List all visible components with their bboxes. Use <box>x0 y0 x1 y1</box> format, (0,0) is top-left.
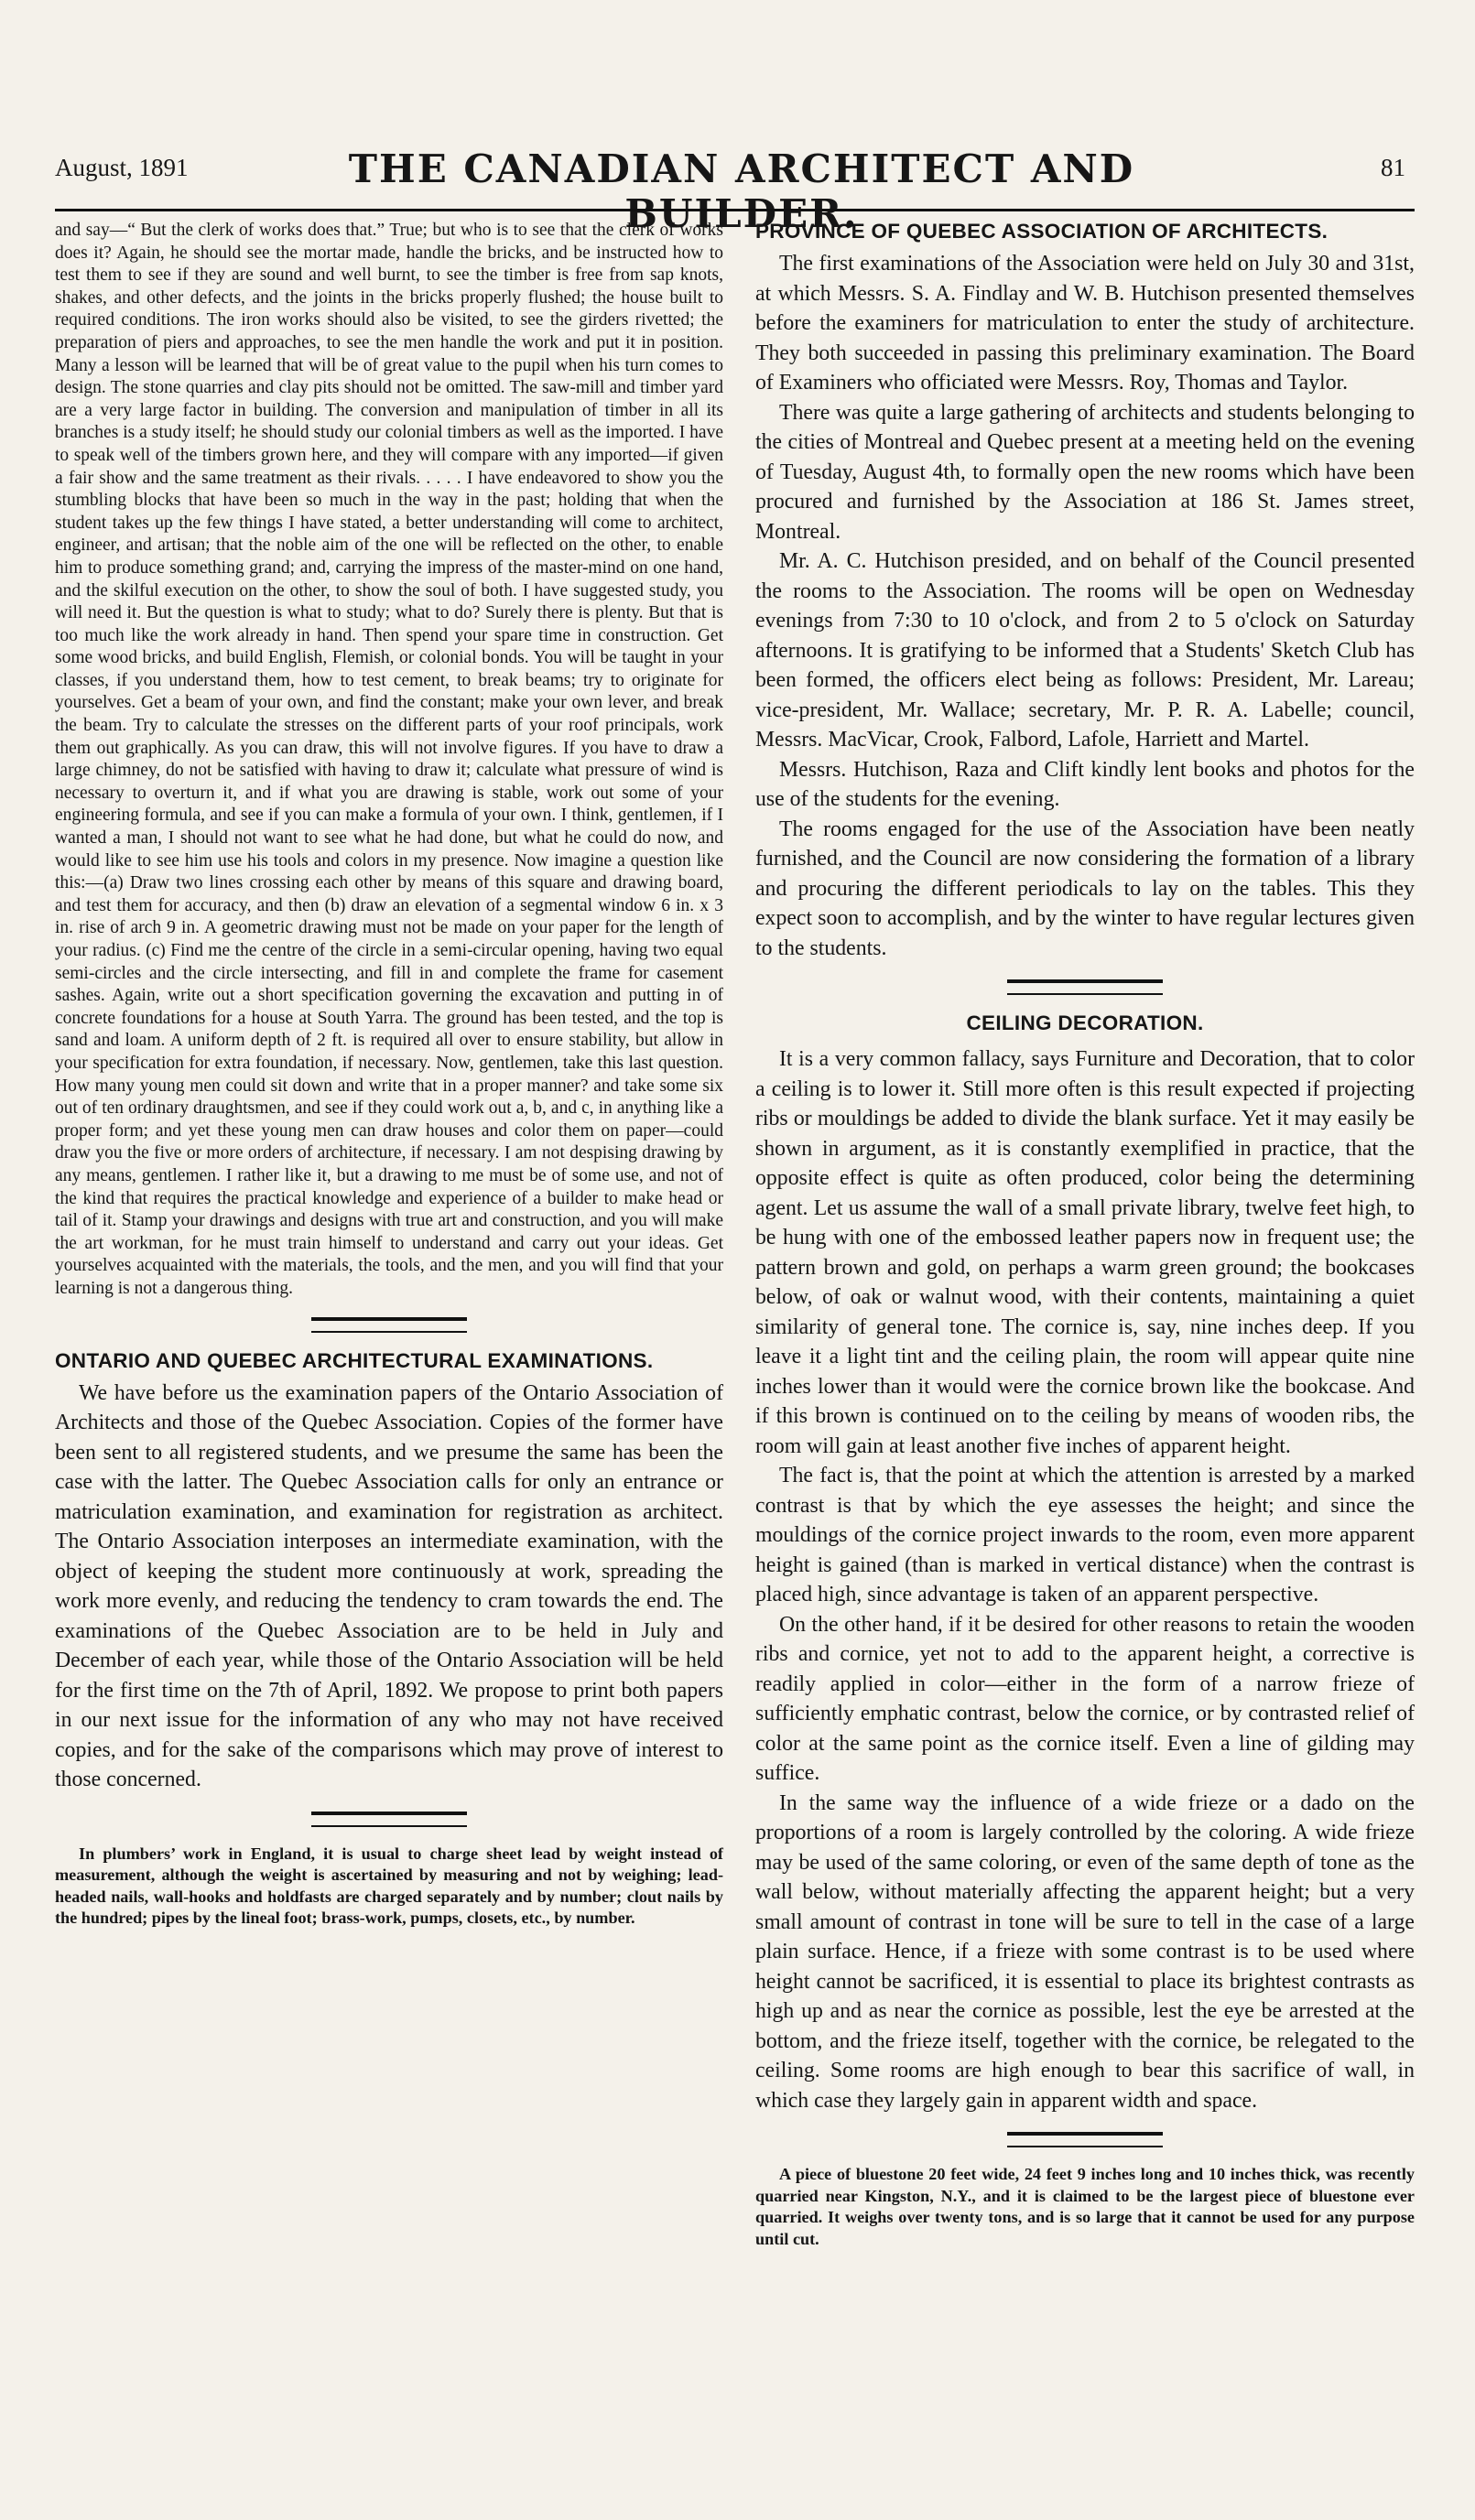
quebec-paragraph: Mr. A. C. Hutchison presided, and on behalf of the Council presented the rooms to the Association. The rooms will be open on Wednesday evenings from 7:30 to 10 o'clock, and from 2 to 5 o'clock on Saturday afternoons. It is gratifying to be informed that a Students' Sketch Club has been formed, the officers elect being as follows: President, Mr. Lareau; vice-president, Mr. Wallace; secretary, Mr. P. R. A. Labelle; council, Messrs. MacVicar, Crook, Falbord, Lafole, Harriett and Martel. <box>755 549 1415 752</box>
quebec-paragraph: Messrs. Hutchison, Raza and Clift kindly lent books and photos for the use of the students for the evening. <box>755 757 1415 811</box>
quebec-paragraph: The first examinations of the Association were held on July 30 and 31st, at which Messrs. S. A. Findlay and W. B. Hutchison presented themselves before the examiners for matriculation to enter the study of architecture. They both succeeded in passing this preliminary examination. The Board of Examiners who officiated were Messrs. Roy, Thomas and Taylor. <box>755 252 1415 395</box>
quebec-paragraph: The rooms engaged for the use of the Association have been neatly furnished, and the Council are now considering the formation of a library and procuring the different periodicals to lay on the tables. This they expect soon to accomplish, and by the winter to have regular lectures given to the students. <box>755 817 1415 960</box>
ceiling-paragraph: The fact is, that the point at which the attention is arrested by a marked contrast is that by which the eye assesses the height; and since the mouldings of the cornice project inwards to the room, even more apparent height is gained (than is marked in vertical distance) when the contrast is placed high, since advantage is taken of an apparent perspective. <box>755 1464 1415 1606</box>
right-column <box>755 220 1415 2250</box>
publication-title: THE CANADIAN ARCHITECT AND BUILDER. <box>348 146 1135 236</box>
article-continuation: and say—“ But the clerk of works does that.” True; but who is to see that the clerk of works does it? Again, he should see the mortar made, handle the bricks, and be instructed how to test them to see if they are sound and well burnt, to see the timber is free from sap knots, shakes, and other defects, and the joints in the bricks properly flushed; the house built to required conditions. The iron works should also be visited, to see the girders rivetted; the preparation of piers and approaches, to see the men handle the work and put it in position. Many a lesson will be learned that will be of great value to the pupil when his turn comes to design. The stone quarries and clay pits should not be omitted. The saw-mill and timber yard are a very large factor in building. The conversion and manipulation of timber in all its branches is a study itself; he should study our colonial timbers as well as the imported. I have to speak well of the timbers grown here, and they will compare with any imported—if given a fair show and the same treatment as their rivals. . . . . I have endeavored to show you the stumbling blocks that have been so much in the way in the past; holding that when the student takes up the few things I have stated, a better understanding will come to architect, engineer, and artisan; that the noble aim of the one will be reflected on the other, to enable him to produce something grand; and, carrying the impress of the master-mind on one hand, and the skilful execution on the other, to show the soul of both. I have suggested study, you will need it. But the question is what to study; what to do? Surely there is plenty. But that is too much like the work already in hand. Then spend your spare time in construction. Get some wood bricks, and build English, Flemish, or colonial bonds. You will be taught in your classes, if you understand them, how to test cement, to break beams; try to originate for yourselves. Get a beam of your own, and find the constant; make your own lever, and break the beam. Try to calculate the stresses on the different parts of your roof principals, work them out graphically. As you can draw, this will not involve figures. If you have to draw a large chimney, do not be satisfied with having to draw it; calculate what pressure of wind is necessary to overturn it, and if what you are drawing is stable, work out some of your engineering formula, and see if you can make a formula of your own. I think, gentlemen, if I wanted a man, I should not want to see what he had done, but what he could do now, and would like to see him use his tools and colors in my presence. Now imagine a question like this:—(a) Draw two lines crossing each other by means of this square and drawing board, and test them for accuracy, and then (b) draw an elevation of a segmental window 6 in. x 3 in. rise of arch 9 in. A geometric drawing must not be made on your paper for the length of your radius. (c) Find me the centre of the circle in a semi-circular opening, having two equal semi-circles and the circle intersecting, and fill in and complete the frame for casement sashes. Again, write out a short specification governing the excavation and putting in of concrete foundations for a house at South Yarra. The ground has been tested, and the top is sand and loam. A uniform depth of 2 ft. is required all over to ensure stability, but allow in your specification for extra foundation, if necessary. Now, gentlemen, take this last question. How many young men could sit down and write that in a proper manner? and take some six out of ten ordinary draughtsmen, and see if they could work out a, b, and c, in anything like a proper form; and yet these young men can draw houses and color them on paper—could draw you the five or more orders of architecture, if necessary. I am not despising drawing by any means, gentlemen. I rather like it, but a drawing to me must be of some use, and not of the kind that requires the practical knowledge and experience of a builder to make head or tail of it. Stamp your drawings and designs with true art and construction, and you will make the art workman, for he must train himself to understand and carry out your ideas. Get yourselves acquainted with the materials, the tools, and the men, and you will find that your learning is not a dangerous thing. <box>55 221 723 1298</box>
section-divider <box>1007 979 1163 995</box>
bluestone-note: A piece of bluestone 20 feet wide, 24 feet 9 inches long and 10 inches thick, was recently quarried near Kingston, N.Y., and it is claimed to be the largest piece of bluestone ever quarried. It weighs over twenty tons, and is so large that it cannot be used for any purpose until cut. <box>755 2165 1415 2248</box>
left-column <box>55 220 723 1930</box>
plumbers-note: In plumbers’ work in England, it is usual to charge sheet lead by weight instead of measurement, although the weight is ascertained by measuring and not by weighing; lead-headed nails, wall-hooks and holdfasts are charged separately and by number; clout nails by the hundred; pipes by the lineal foot; brass-work, pumps, closets, etc., by number. <box>55 1844 723 1927</box>
issue-date: August, 1891 <box>55 154 189 181</box>
ceiling-paragraph: On the other hand, if it be desired for other reasons to retain the wooden ribs and cornice, yet not to add to the apparent height, a corrective is readily applied in color—either in the form of a narrow frieze of sufficiently emphatic contrast, below the cornice, or by contrasted relief of color at the same point as the cornice itself. Even a line of gilding may suffice. <box>755 1612 1415 1785</box>
quebec-paragraph: There was quite a large gathering of architects and students belonging to the cities of Montreal and Quebec present at a meeting held on the evening of Tuesday, August 4th, to formally open the new rooms which have been procured and furnished by the Association at 186 St. James street, Montreal. <box>755 400 1415 544</box>
section-heading-quebec-association: PROVINCE OF QUEBEC ASSOCIATION OF ARCHITECTS. <box>755 220 1329 243</box>
section-heading-examinations: ONTARIO AND QUEBEC ARCHITECTURAL EXAMINATIONS. <box>55 1348 654 1372</box>
ceiling-paragraph: It is a very common fallacy, says Furniture and Decoration, that to color a ceiling is to lower it. Still more often is this result expected if projecting ribs or mouldings be added to divide the blank surface. Yet it may easily be shown in argument, as it is constantly exemplified in practice, that the opposite effect is quite as often produced, color being the determining agent. Let us assume the wall of a small private library, twelve feet high, to be hung with one of the embossed leather papers now in frequent use; the pattern brown and gold, on perhaps a warm green ground; the bookcases below, of oak or walnut wood, with their contents, maintaining a quiet similarity of general tone. The cornice is, say, nine inches deep. If you leave it a light tint and the ceiling plain, the room will appear quite nine inches lower than it would were the cornice brown like the bookcase. And if this brown is continued on to the ceiling by means of wooden ribs, the room will gain at least another five inches of apparent height. <box>755 1047 1415 1458</box>
page-number: 81 <box>1381 154 1405 181</box>
header-rule <box>55 209 1415 211</box>
section-divider <box>311 1812 467 1827</box>
section-divider <box>311 1317 467 1333</box>
examinations-paragraph: We have before us the examination papers of the Ontario Association of Architects and those of the Quebec Association. Copies of the former have been sent to all registered students, and we presume the same has been the case with the latter. The Quebec Association calls for only an entrance or matriculation examination, and examination for registration as architect. The Ontario Association interposes an intermediate examination, with the object of keeping the student more continuously at work, spreading the work more evenly, and reducing the tendency to cram towards the end. The examinations of the Quebec Association are to be held in July and December of each year, while those of the Ontario Association will be held for the first time on the 7th of April, 1892. We propose to print both papers in our next issue for the information of any who may not have received copies, and for the sake of the comparisons which may prove of interest to those concerned. <box>55 1380 723 1791</box>
section-divider <box>1007 2132 1163 2147</box>
section-heading-ceiling-decoration: CEILING DECORATION. <box>966 1011 1204 1034</box>
ceiling-paragraph: In the same way the influence of a wide frieze or a dado on the proportions of a room is largely controlled by the coloring. A wide frieze may be used of the same coloring, or even of the same depth of tone as the wall below, without materially affecting the apparent height; but a very small amount of contrast in tone will be sure to tell in the case of a large plain surface. Hence, if a frieze with some contrast is to be used where height cannot be sacrificed, it is essential to place its brightest contrasts as high up and as near the cornice as possible, lest the eye be arrested at the bottom, and the frieze itself, together with the cornice, be relegated to the ceiling. Some rooms are high enough to bear this sacrifice of wall, in which case they largely gain in apparent width and space. <box>755 1790 1415 2113</box>
